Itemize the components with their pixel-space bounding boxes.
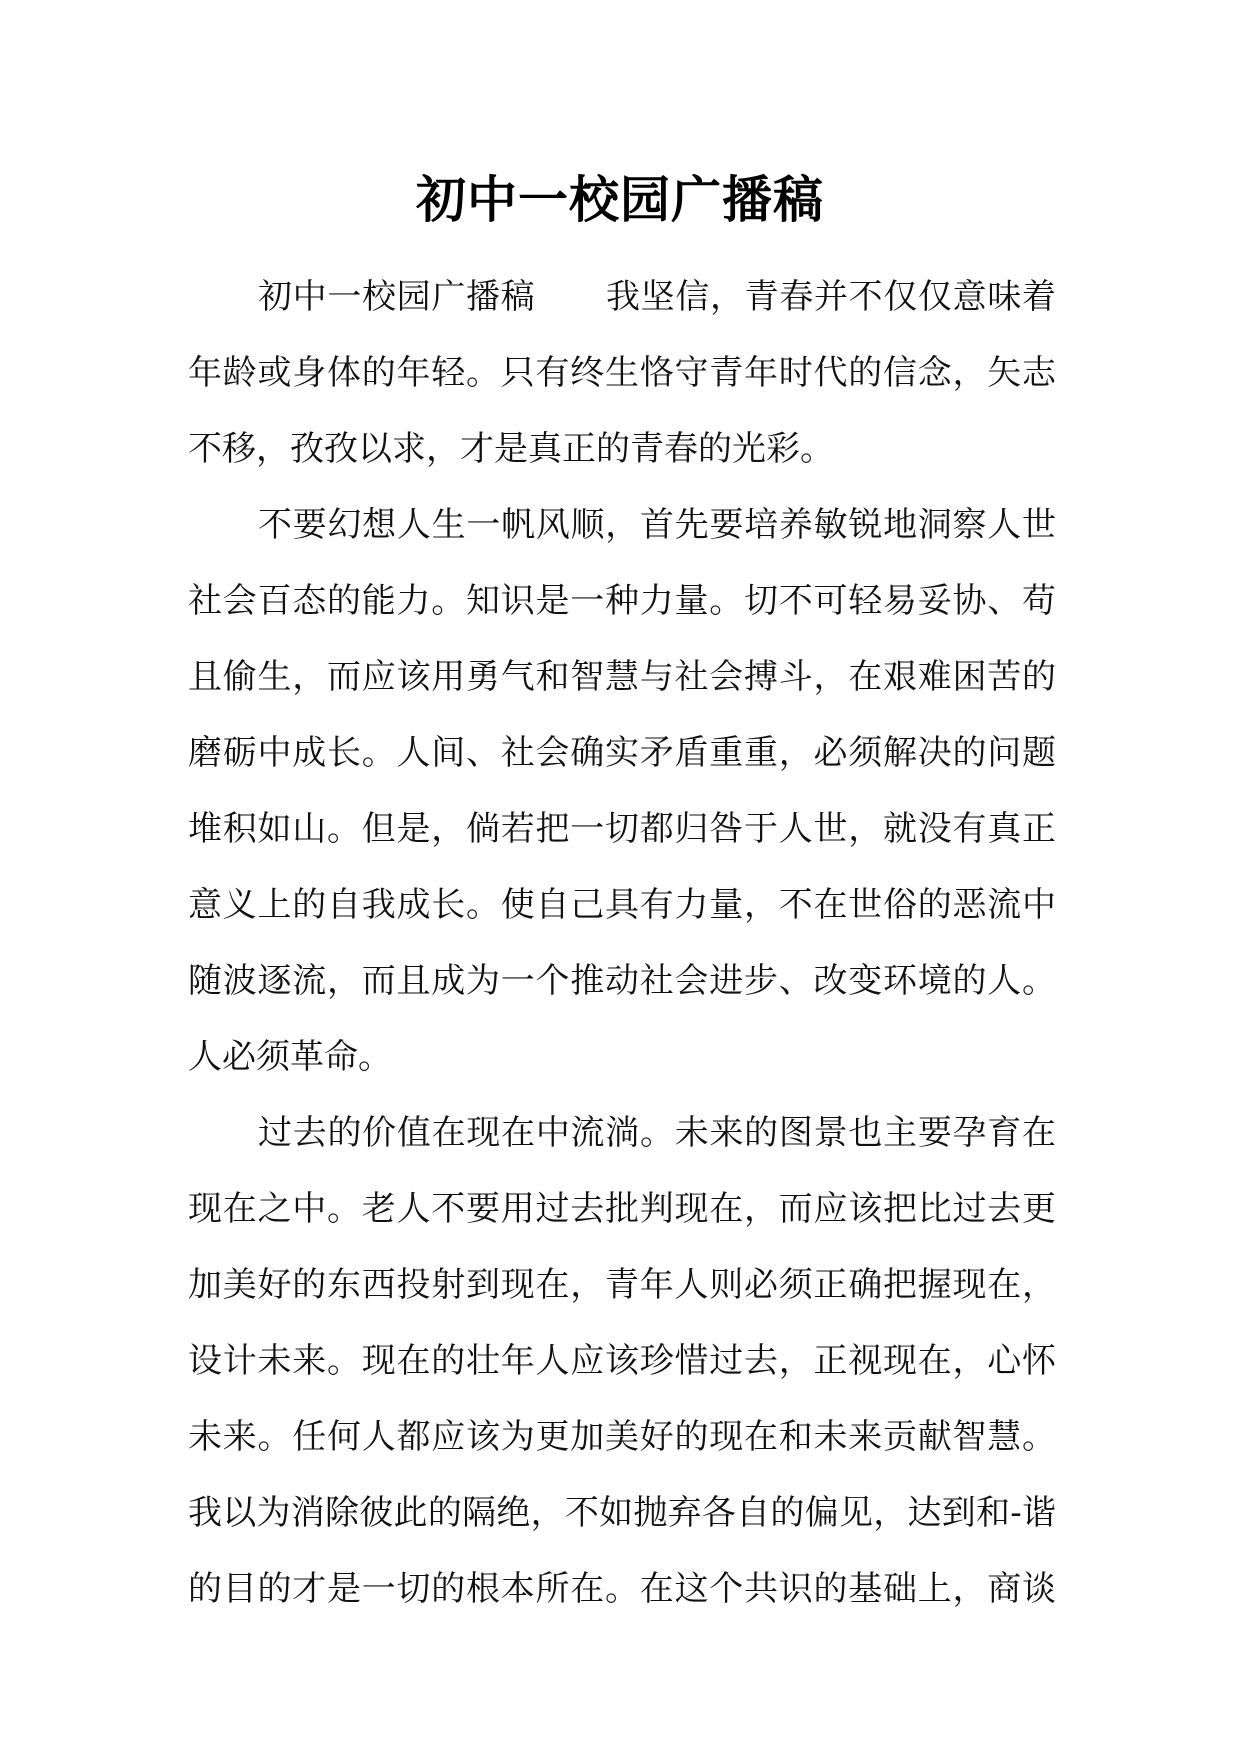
paragraph-line: 设计未来。现在的壮年人应该珍惜过去，正视现在，心怀 (188, 1341, 1056, 1381)
paragraph-line: 磨砺中成长。人间、社会确实矛盾重重，必须解决的问题 (188, 733, 1056, 773)
paragraph-line: 我以为消除彼此的隔绝，不如抛弃各自的偏见，达到和-谐 (188, 1493, 1056, 1533)
paragraph-line: 未来。任何人都应该为更加美好的现在和未来贡献智慧。 (188, 1417, 1056, 1457)
paragraph-line: 过去的价值在现在中流淌。未来的图景也主要孕育在 (258, 1113, 1056, 1153)
paragraph-line (188, 259, 1056, 335)
inline-heading: 初中一校园广播稿 (258, 277, 536, 317)
document-title: 初中一校园广播稿 (416, 170, 824, 229)
paragraph-line: 堆积如山。但是，倘若把一切都归咎于人世，就没有真正 (188, 809, 1056, 849)
paragraph-line: 加美好的东西投射到现在，青年人则必须正确把握现在， (188, 1265, 1056, 1305)
paragraph-line: 意义上的自我成长。使自己具有力量，不在世俗的恶流中 (188, 885, 1056, 925)
paragraph (188, 259, 1056, 487)
paragraph-line: 人必须革命。 (188, 1037, 392, 1077)
paragraph (188, 487, 1056, 1095)
paragraph-line: 不移，孜孜以求，才是真正的青春的光彩。 (188, 429, 834, 469)
paragraph-line: 的目的才是一切的根本所在。在这个共识的基础上，商谈 (188, 1569, 1056, 1609)
paragraph-line: 社会百态的能力。知识是一种力量。切不可轻易妥协、苟 (188, 581, 1056, 621)
paragraph-line: 且偷生，而应该用勇气和智慧与社会搏斗，在艰难困苦的 (188, 657, 1056, 697)
document-body (188, 259, 1056, 1627)
paragraph-line: 年龄或身体的年轻。只有终生恪守青年时代的信念，矢志 (188, 353, 1056, 393)
line-text: 我坚信，青春并不仅仅意味着 (605, 277, 1057, 317)
paragraph-line: 随波逐流，而且成为一个推动社会进步、改变环境的人。 (188, 961, 1056, 1001)
paragraph-line: 现在之中。老人不要用过去批判现在，而应该把比过去更 (188, 1189, 1056, 1229)
paragraph (188, 1095, 1056, 1627)
paragraph-line: 不要幻想人生一帆风顺，首先要培养敏锐地洞察人世 (258, 505, 1056, 545)
